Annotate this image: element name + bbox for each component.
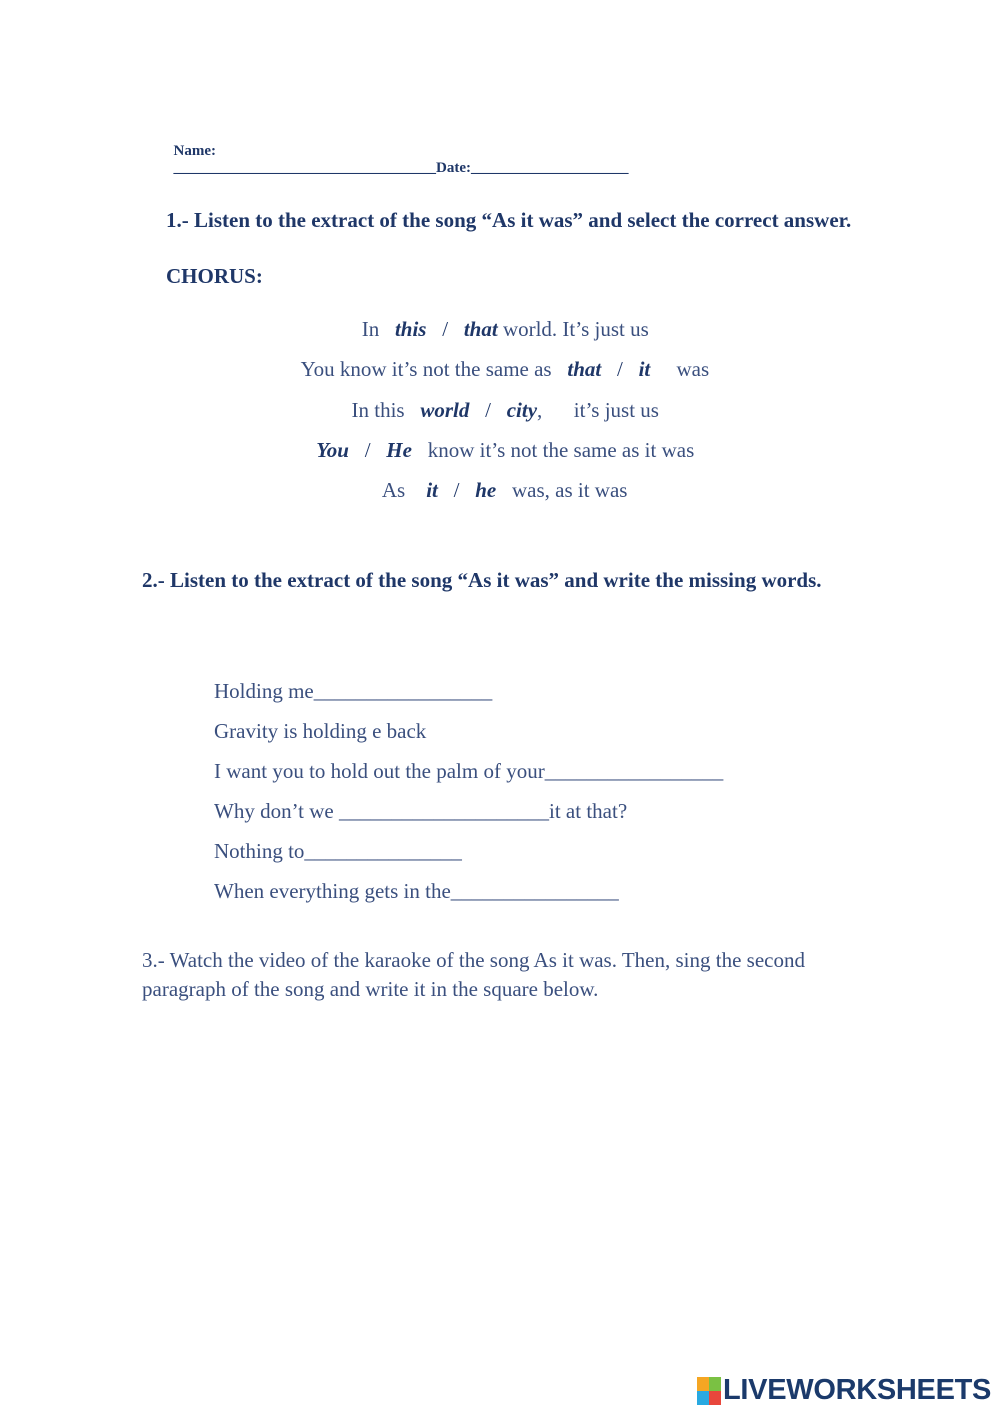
line-text: As	[381, 478, 427, 502]
question-3-instruction: 3.- Watch the video of the karaoke of the song As it was. Then, sing the second paragraph of the song and write it in the square below.	[142, 948, 805, 1001]
option-choice[interactable]: world	[420, 398, 470, 422]
name-date-header	[166, 126, 628, 177]
date-blank[interactable]: _____________________	[470, 160, 629, 176]
liveworksheets-logo	[697, 1374, 991, 1407]
option-choice[interactable]: that	[567, 357, 602, 381]
question-1-instruction: 1.- Listen to the extract of the song “As it was” and select the correct answer.	[166, 208, 852, 232]
option-choice[interactable]: that	[463, 317, 498, 341]
name-label: Name:	[173, 143, 216, 159]
line-text: world. It’s just us	[497, 317, 649, 341]
line-text: , it’s just us	[537, 398, 659, 422]
chorus-line	[0, 453, 1000, 503]
line-text: In this	[351, 398, 421, 422]
option-separator: /	[601, 357, 639, 381]
option-separator: /	[426, 317, 464, 341]
fill-in-line[interactable]: I want you to hold out the palm of your_________________	[214, 759, 724, 783]
logo-text: LIVEWORKSHEETS	[723, 1374, 992, 1406]
date-label: Date:	[436, 160, 471, 176]
option-choice[interactable]: You	[316, 438, 349, 462]
fill-in-line[interactable]: When everything gets in the________________	[214, 879, 619, 903]
logo-block	[709, 1377, 721, 1391]
chorus-label: CHORUS:	[166, 264, 263, 288]
option-choice[interactable]: this	[394, 317, 427, 341]
option-choice[interactable]: it	[638, 357, 651, 381]
fill-in-line[interactable]: Holding me_________________	[214, 679, 493, 703]
option-choice[interactable]: He	[386, 438, 412, 462]
line-text: In	[361, 317, 395, 341]
option-separator: /	[469, 398, 507, 422]
option-choice[interactable]: city	[506, 398, 538, 422]
option-choice[interactable]: he	[475, 478, 497, 502]
liveworksheets-logo-icon	[697, 1377, 721, 1405]
logo-block	[697, 1377, 709, 1391]
logo-block	[709, 1391, 721, 1405]
name-blank[interactable]: ___________________________________	[173, 160, 436, 176]
fill-in-line[interactable]: Nothing to_______________	[214, 839, 462, 863]
line-text: know it’s not the same as it was	[411, 438, 695, 462]
fill-in-line: Gravity is holding e back	[214, 719, 427, 743]
line-text: was	[650, 357, 710, 381]
logo-block	[697, 1391, 709, 1405]
option-separator: /	[437, 478, 476, 502]
line-text: was, as it was	[496, 478, 628, 502]
question-2-instruction: 2.- Listen to the extract of the song “As it was” and write the missing words.	[142, 568, 822, 592]
line-text: You know it’s not the same as	[300, 357, 568, 381]
option-choice[interactable]: it	[426, 478, 438, 502]
fill-in-line[interactable]: Why don’t we ____________________it at that?	[214, 799, 628, 823]
option-separator: /	[348, 438, 387, 462]
